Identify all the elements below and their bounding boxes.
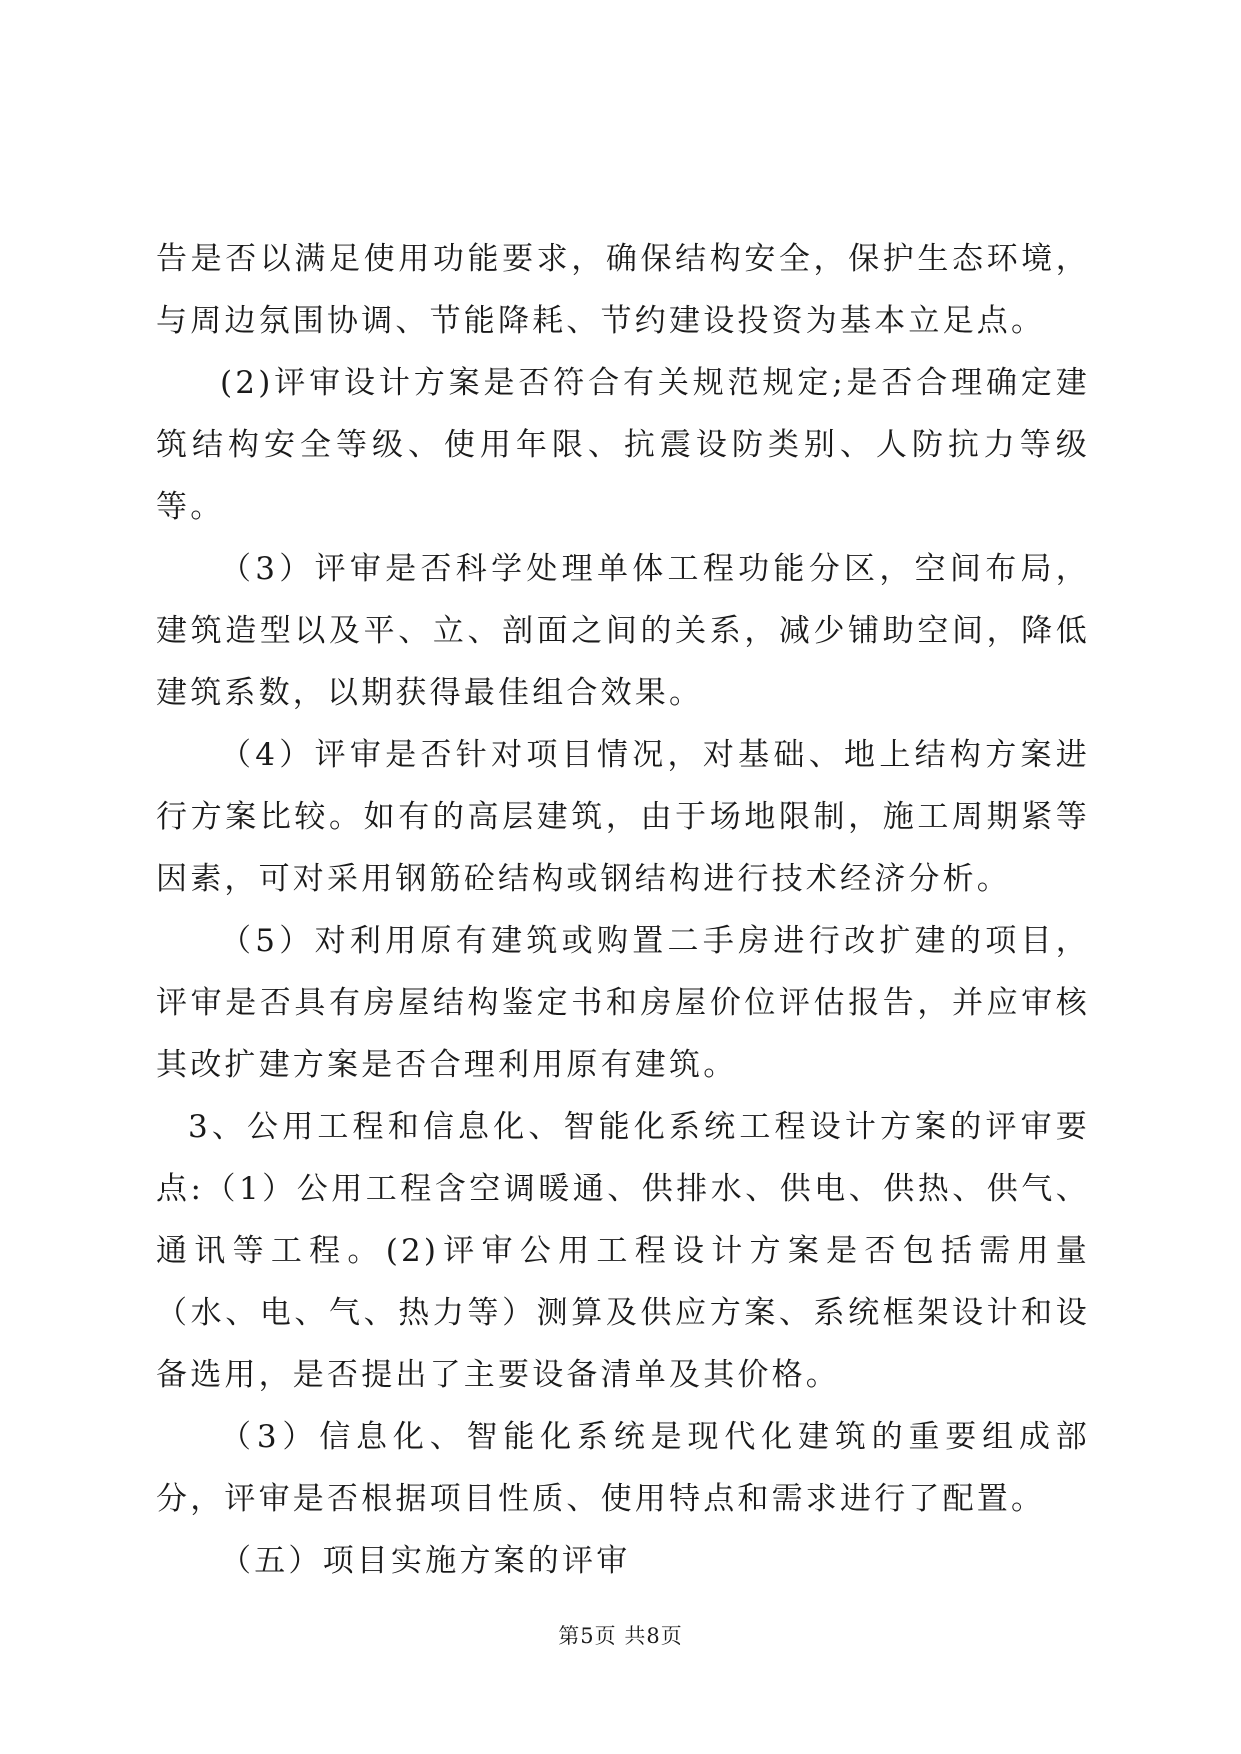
paragraph-section-3-item-3: （3）信息化、智能化系统是现代化建筑的重要组成部分，评审是否根据项目性质、使用特点和需求进行了配置。	[156, 1419, 1090, 1517]
paragraph-continuation: 告是否以满足使用功能要求，确保结构安全，保护生态环境，与周边氛围协调、节能降耗、节约建设投资为基本立足点。	[156, 241, 1090, 339]
paragraph-item-2: (2)评审设计方案是否符合有关规范规定;是否合理确定建筑结构安全等级、使用年限、抗震设防类别、人防抗力等级等。	[156, 365, 1090, 525]
paragraph-item-4: （4）评审是否针对项目情况，对基础、地上结构方案进行方案比较。如有的高层建筑，由于场地限制，施工周期紧等因素，可对采用钢筋砼结构或钢结构进行技术经济分析。	[156, 737, 1090, 897]
paragraph-item-3: （3）评审是否科学处理单体工程功能分区，空间布局，建筑造型以及平、立、剖面之间的关系，减少铺助空间，降低建筑系数，以期获得最佳组合效果。	[156, 551, 1090, 711]
page-footer: 第5页 共8页	[558, 1624, 683, 1648]
document-body	[156, 228, 1090, 1592]
paragraph-item-5: （5）对利用原有建筑或购置二手房进行改扩建的项目，评审是否具有房屋结构鉴定书和房屋价位评估报告，并应审核其改扩建方案是否合理利用原有建筑。	[156, 923, 1090, 1083]
section-heading-5: （五）项目实施方案的评审	[220, 1543, 631, 1579]
paragraph-section-3: 3、公用工程和信息化、智能化系统工程设计方案的评审要点:（1）公用工程含空调暖通、供排水、供电、供热、供气、通讯等工程。(2)评审公用工程设计方案是否包括需用量（水、电、气、热力等）测算及供应方案、系统框架设计和设备选用，是否提出了主要设备清单及其价格。	[156, 1109, 1090, 1393]
